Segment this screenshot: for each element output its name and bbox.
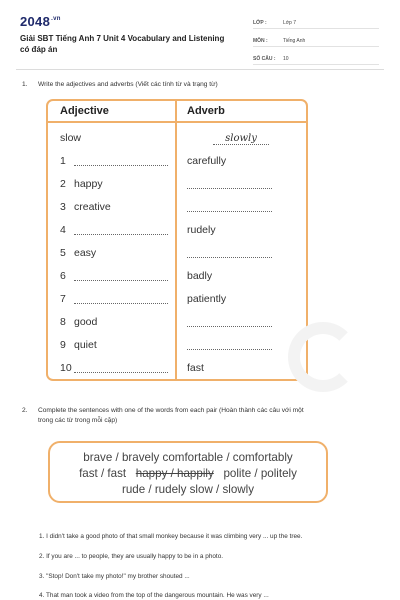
adjective-word: slow [60, 132, 82, 144]
adverb-blank[interactable] [187, 341, 272, 350]
watermark-logo [288, 322, 358, 392]
row-number: 5 [60, 247, 66, 259]
adverb-cell [187, 269, 212, 283]
adverb-cell [187, 338, 272, 352]
table-header [48, 101, 306, 123]
adjective-cell [60, 292, 168, 306]
question-2-continued [38, 416, 117, 426]
question-text-line1: Complete the sentences with one of the words from each pair (Hoàn thành các câu với một [38, 407, 304, 414]
question-text: Write the adjectives and adverbs (Viết các tính từ và trạng từ) [38, 81, 218, 88]
adjective-cell [60, 361, 168, 375]
adverb-word: fast [187, 362, 204, 374]
adjective-blank[interactable] [74, 295, 168, 304]
adjective-blank[interactable] [74, 272, 168, 281]
header-adverb: Adverb [187, 105, 225, 117]
document-title: Giải SBT Tiếng Anh 7 Unit 4 Vocabulary and Listening có đáp án [20, 34, 225, 54]
row-number: 3 [60, 201, 66, 213]
meta-label: LỚP : [253, 20, 267, 26]
adverb-word: badly [187, 270, 213, 282]
pair-line-3: rude / rudely slow / slowly [121, 483, 255, 496]
adjective-cell [60, 269, 168, 283]
adverb-cell [187, 177, 272, 191]
meta-value: Lớp 7 [283, 20, 297, 26]
sentence-1: 1. I didn't take a good photo of that small monkey because it was climbing very ... up the tree. [39, 533, 303, 540]
meta-subject-row [253, 33, 379, 47]
adverb-cell [213, 131, 269, 145]
adjective-word: happy [74, 178, 103, 190]
header-divider [16, 69, 384, 70]
adverb-cell [187, 315, 272, 329]
adjective-word: easy [74, 247, 97, 259]
adjective-word: quiet [74, 339, 97, 351]
pair-line-2 [50, 467, 326, 480]
logo-domain: .vn [51, 16, 61, 22]
adjective-cell [60, 154, 168, 168]
header-adjective: Adjective [60, 105, 109, 117]
meta-label: MÔN : [253, 38, 268, 44]
row-number: 6 [60, 270, 66, 282]
sentence-2: 2. If you are ... to people, they are usually happy to be in a photo. [39, 553, 224, 560]
adverb-cell [187, 223, 216, 237]
site-logo[interactable] [20, 14, 61, 29]
adjective-cell [60, 223, 168, 237]
adjective-cell [60, 315, 97, 329]
adverb-blank[interactable] [187, 318, 272, 327]
adverb-example: slowly [213, 133, 269, 145]
pair-fast: fast / fast [79, 467, 127, 480]
adjective-cell [60, 246, 96, 260]
question-number: 2. [22, 407, 28, 414]
row-number: 4 [60, 224, 66, 236]
pair-line-1: brave / bravely comfortable / comfortably [83, 451, 293, 464]
adjective-blank[interactable] [74, 364, 168, 373]
sentence-4: 4. That man took a video from the top of the dangerous mountain. He was very ... [39, 592, 269, 599]
adjective-cell [60, 338, 97, 352]
adjective-adverb-table [46, 99, 308, 381]
question-1 [22, 80, 218, 90]
row-number: 8 [60, 316, 66, 328]
adverb-blank[interactable] [187, 249, 272, 258]
question-text-line2: trong các từ trong mỗi cặp) [38, 417, 118, 424]
question-2 [22, 406, 304, 416]
adverb-cell [187, 200, 272, 214]
row-number: 1 [60, 155, 66, 167]
meta-count-row [253, 51, 379, 65]
page-header [0, 0, 400, 62]
meta-value: 10 [283, 56, 289, 62]
column-separator [175, 101, 177, 379]
adverb-word: carefully [187, 155, 227, 167]
meta-label: SỐ CÂU : [253, 56, 276, 62]
sentence-3: 3. "Stop! Don't take my photo!" my brother shouted ... [39, 573, 190, 580]
meta-class-row [253, 15, 379, 29]
pair-polite: polite / politely [223, 467, 297, 480]
question-number: 1. [22, 81, 28, 88]
adjective-cell [60, 131, 81, 145]
adverb-word: patiently [187, 293, 227, 305]
adverb-cell [187, 246, 272, 260]
adverb-cell [187, 361, 204, 375]
word-pairs-box [48, 441, 328, 503]
logo-text: 2048 [20, 14, 51, 29]
adverb-blank[interactable] [187, 180, 272, 189]
adjective-blank[interactable] [74, 226, 168, 235]
document-meta [253, 15, 379, 69]
adjective-word: good [74, 316, 98, 328]
row-number: 7 [60, 293, 66, 305]
meta-value: Tiếng Anh [283, 38, 306, 44]
adjective-blank[interactable] [74, 157, 168, 166]
adverb-cell [187, 292, 226, 306]
adverb-cell [187, 154, 226, 168]
adverb-blank[interactable] [187, 203, 272, 212]
row-number: 9 [60, 339, 66, 351]
adjective-word: creative [74, 201, 111, 213]
pair-happy-crossed: happy / happily [135, 467, 214, 480]
adjective-cell [60, 200, 111, 214]
row-number: 2 [60, 178, 66, 190]
adverb-word: rudely [187, 224, 216, 236]
row-number: 10 [60, 362, 72, 374]
adjective-cell [60, 177, 103, 191]
